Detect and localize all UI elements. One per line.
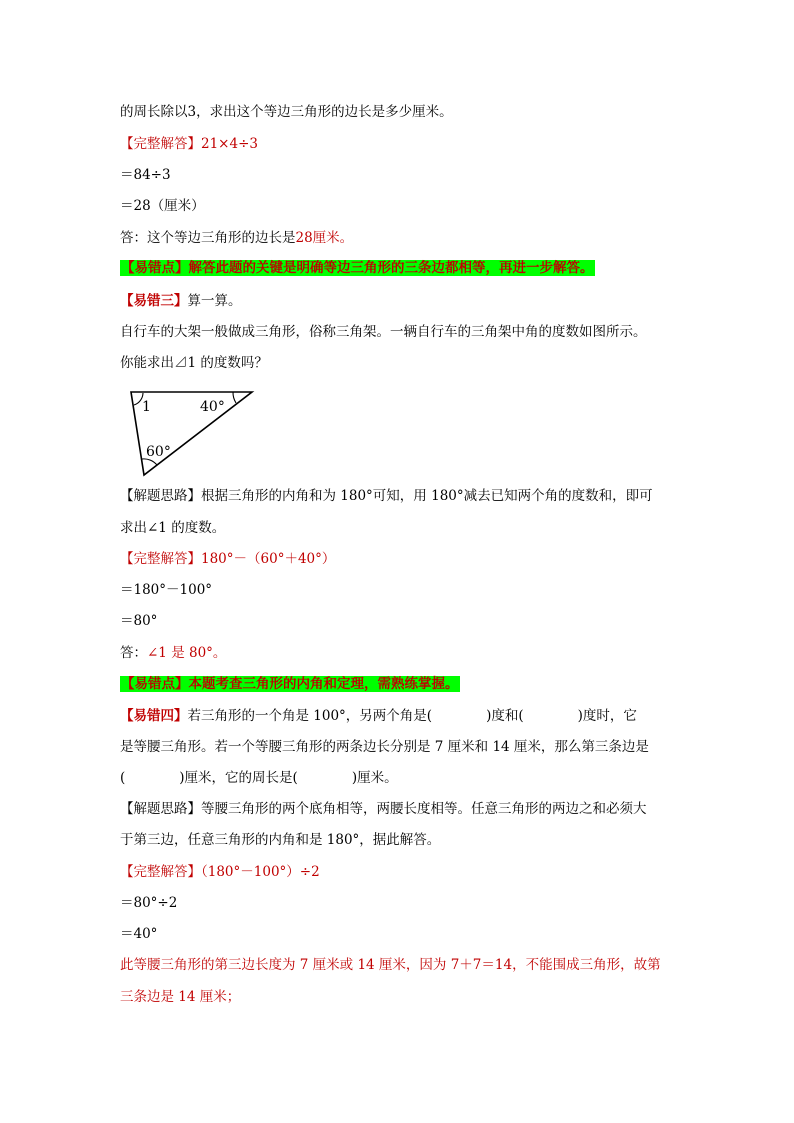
- problem-text-line: 你能求出⊿1 的度数吗？: [120, 355, 268, 371]
- full-answer-tag: 【完整解答】: [120, 551, 201, 567]
- explanation-line: 此等腰三角形的第三边长度为 7 厘米或 14 厘米，因为 7＋7＝14，不能围成三角形，故第: [120, 957, 661, 973]
- full-answer-line: [120, 549, 335, 569]
- conclusion-prefix: 答：: [120, 645, 147, 661]
- angle-40-label: 40°: [200, 399, 225, 415]
- section-title-text: 算一算。: [187, 293, 242, 309]
- calc-step: ＝80°÷2: [120, 895, 178, 911]
- calc-step: ＝40°: [120, 926, 158, 942]
- problem-text-line: 自行车的大架一般做成三角形，俗称三角架。一辆自行车的三角架中角的度数如图所示。: [120, 324, 647, 340]
- question-part: )度时，它: [577, 708, 637, 724]
- full-answer-tag: 【完整解答】: [120, 864, 201, 880]
- section-tag: 【易错三】: [120, 293, 188, 309]
- angle-60-label: 60°: [146, 444, 171, 460]
- section-title: [120, 706, 637, 726]
- calc-step: ＝84÷3: [120, 167, 171, 183]
- problem-text-line: [120, 768, 398, 788]
- triangle-figure: [120, 385, 260, 480]
- question-part: )度和(: [486, 708, 524, 724]
- full-answer-line: [120, 134, 258, 154]
- answer-expression: 180°－（60°＋40°）: [201, 551, 336, 567]
- error-point-note: [120, 674, 460, 694]
- calc-step: ＝28（厘米）: [120, 198, 205, 214]
- calc-step: ＝180°－100°: [120, 582, 213, 598]
- solution-idea-line: 求出∠1 的度数。: [120, 520, 226, 536]
- solution-idea-line: 于第三边，任意三角形的内角和是 180°，据此解答。: [120, 832, 441, 848]
- conclusion-prefix: 答：这个等边三角形的边长是: [120, 230, 296, 246]
- question-part: 若三角形的一个角是 100°，另两个角是(: [187, 708, 433, 724]
- question-part: )厘米。: [351, 770, 398, 786]
- conclusion-value: 28厘米。: [295, 230, 354, 246]
- answer-conclusion: [120, 228, 353, 248]
- problem-text-line: 的周长除以3，求出这个等边三角形的边长是多少厘米。: [120, 104, 453, 120]
- angle-1-label: 1: [142, 399, 151, 415]
- problem-text-line: 是等腰三角形。若一个等腰三角形的两条边长分别是 7 厘米和 14 厘米，那么第三条边是: [120, 739, 649, 755]
- question-part: (: [120, 770, 126, 786]
- calc-step: ＝80°: [120, 613, 158, 629]
- error-point-highlight: 【易错点】解答此题的关键是明确等边三角形的三条边都相等，再进一步解答。: [121, 260, 594, 276]
- answer-expression: （180°－100°）÷2: [201, 864, 320, 880]
- explanation-line: 三条边是 14 厘米；: [120, 989, 241, 1005]
- conclusion-value: ∠1 是 80°。: [147, 645, 227, 661]
- solution-idea-line: 【解题思路】等腰三角形的两个底角相等，两腰长度相等。任意三角形的两边之和必须大: [120, 801, 647, 817]
- section-tag: 【易错四】: [120, 708, 188, 724]
- section-title: [120, 291, 242, 311]
- error-point-note: [120, 258, 595, 278]
- solution-idea-line: 【解题思路】根据三角形的内角和为 180°可知，用 180°减去已知两个角的度数和，即可: [120, 488, 653, 504]
- answer-conclusion: [120, 643, 226, 663]
- full-answer-line: [120, 862, 320, 882]
- answer-expression: 21×4÷3: [201, 136, 258, 152]
- question-part: )厘米，它的周长是(: [179, 770, 298, 786]
- full-answer-tag: 【完整解答】: [120, 136, 201, 152]
- error-point-highlight: 【易错点】本题考查三角形的内角和定理，需熟练掌握。: [121, 676, 459, 692]
